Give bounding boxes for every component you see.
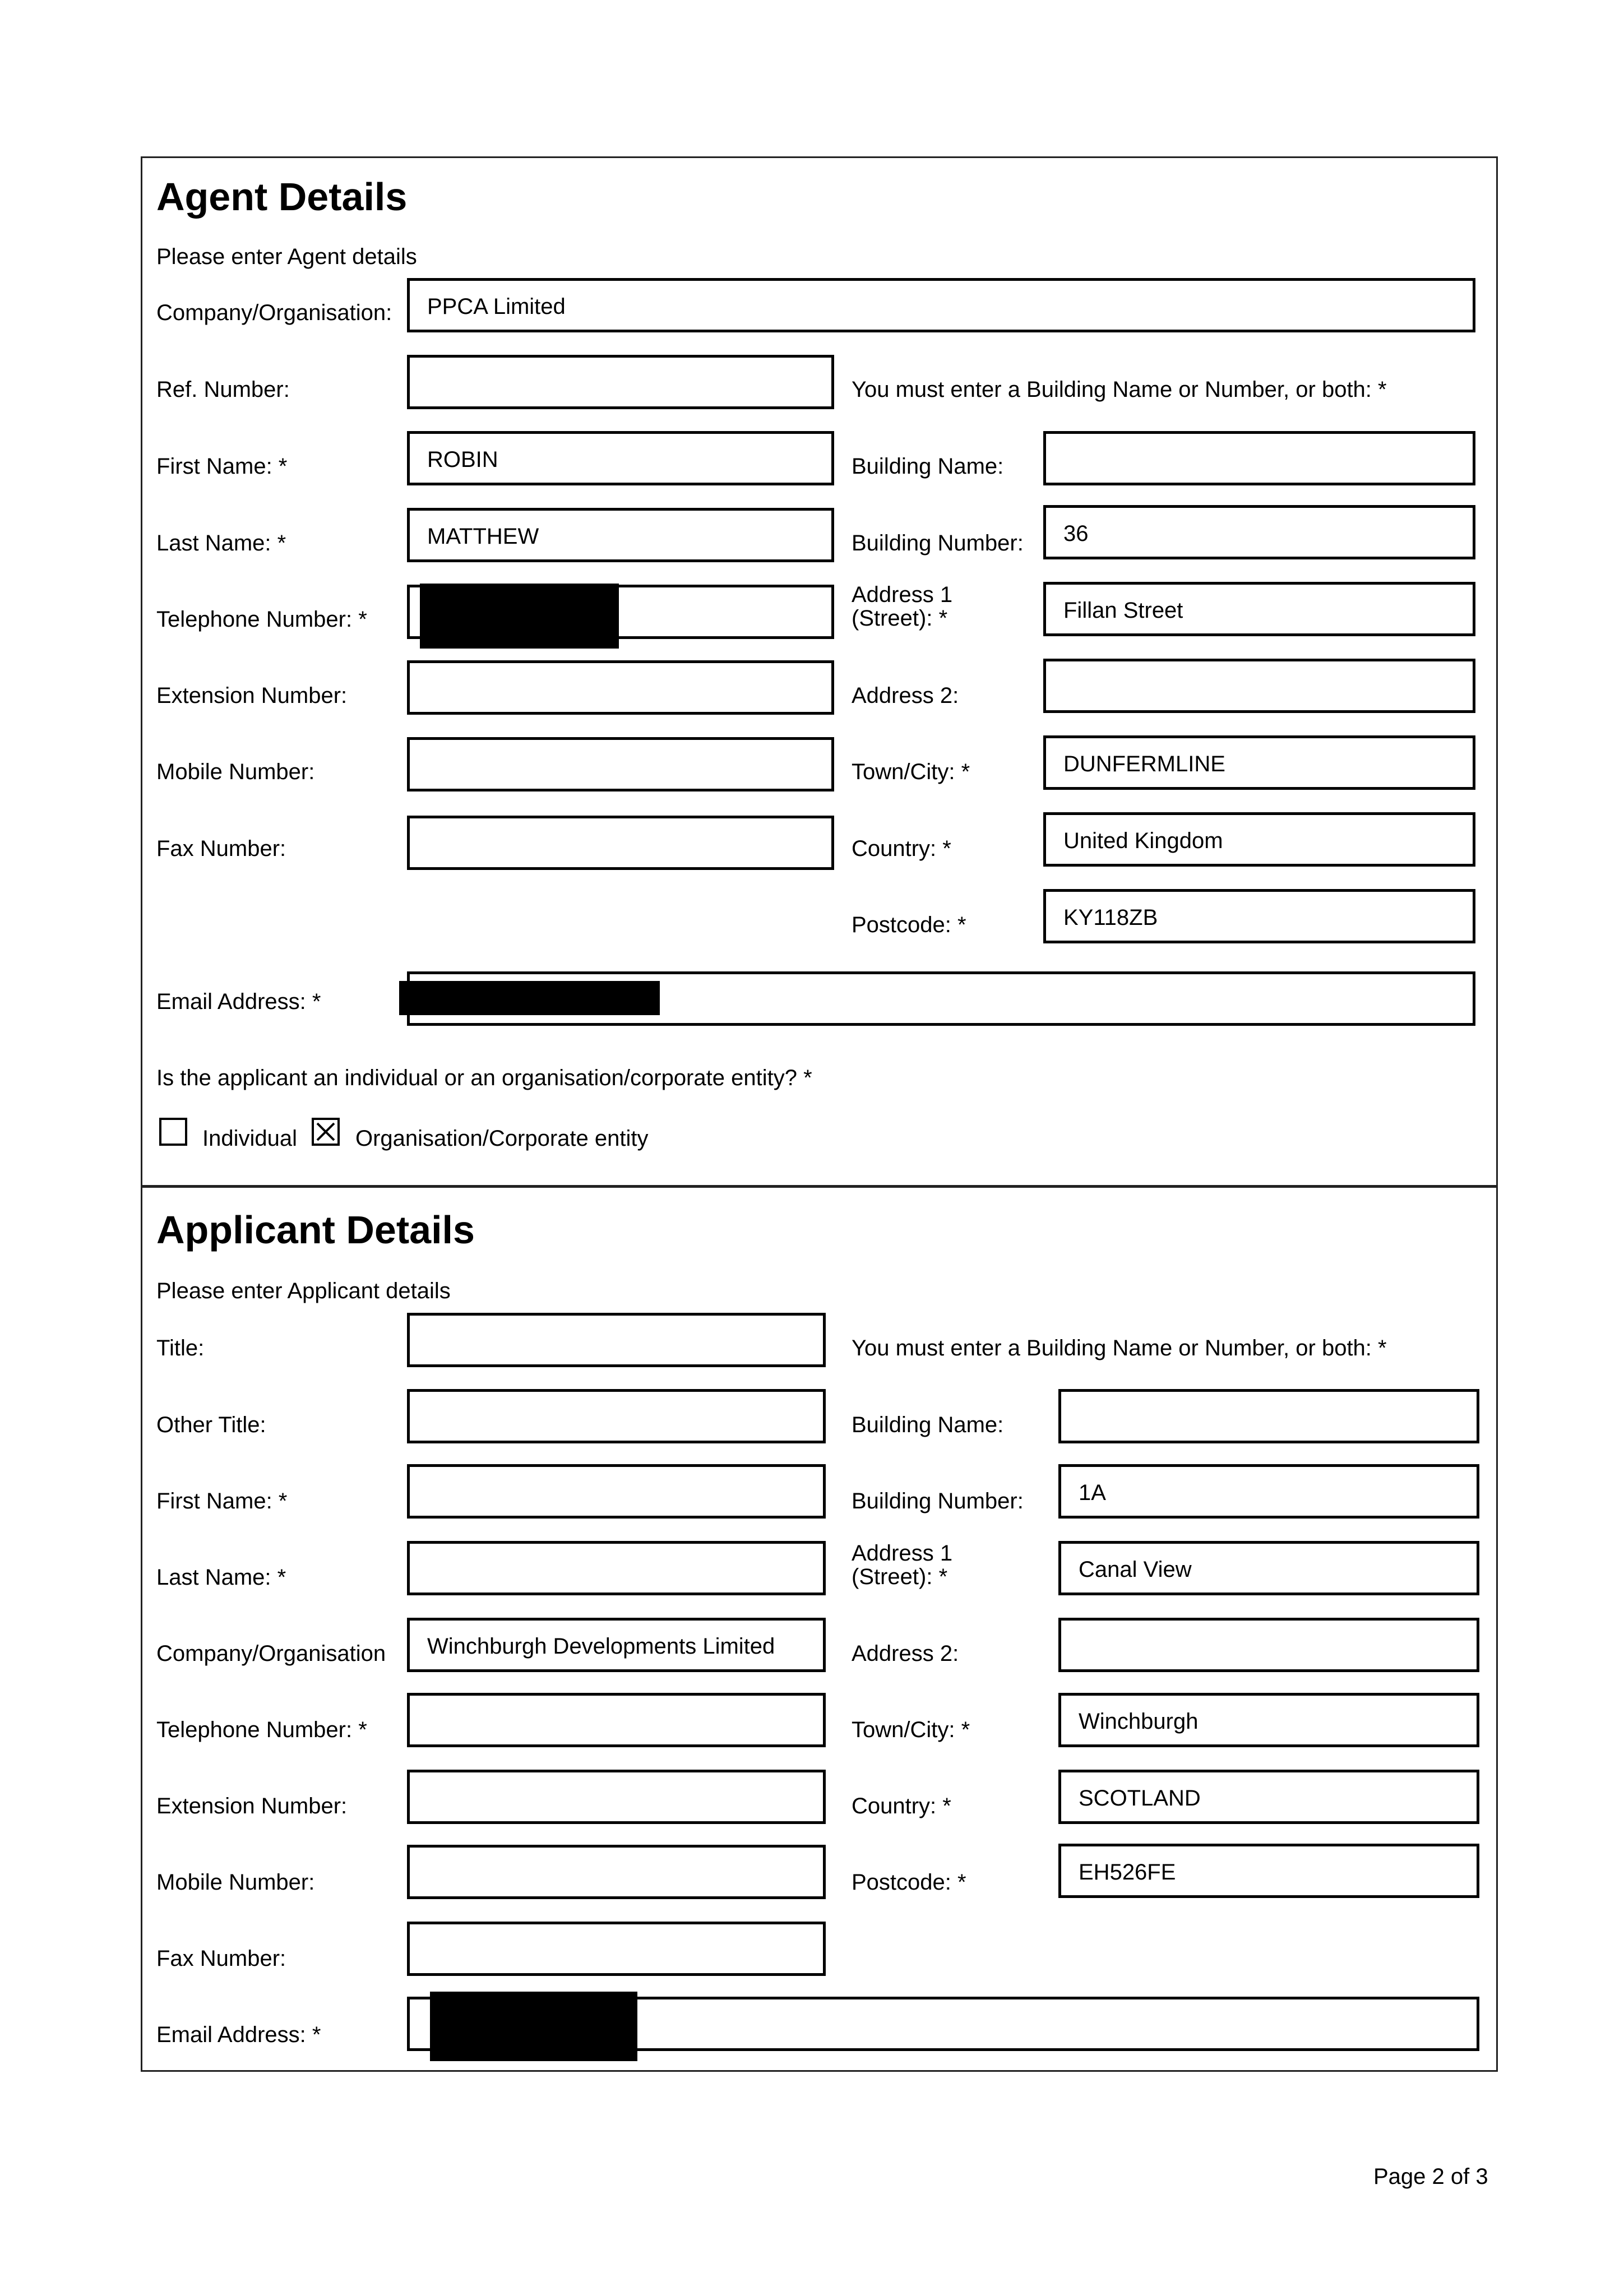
applicant-other-title-label: Other Title:: [156, 1413, 266, 1437]
agent-town-field[interactable]: DUNFERMLINE: [1043, 735, 1475, 790]
organisation-checkbox[interactable]: [312, 1118, 340, 1146]
checkbox-x-icon: [314, 1120, 337, 1144]
applicant-building-note: You must enter a Building Name or Number, or both: *: [852, 1336, 1387, 1360]
agent-town-label: Town/City: *: [852, 760, 970, 784]
applicant-postcode-label: Postcode: *: [852, 1870, 966, 1895]
applicant-fax-field[interactable]: [407, 1922, 826, 1976]
applicant-extension-field[interactable]: [407, 1770, 826, 1824]
applicant-building-number-field[interactable]: 1A: [1058, 1464, 1479, 1519]
agent-address2-label: Address 2:: [852, 683, 959, 708]
agent-building-number-field[interactable]: 36: [1043, 505, 1475, 559]
applicant-title-field[interactable]: [407, 1313, 826, 1367]
applicant-other-title-field[interactable]: [407, 1389, 826, 1443]
applicant-country-field[interactable]: SCOTLAND: [1058, 1770, 1479, 1824]
agent-last-name-label: Last Name: *: [156, 531, 286, 556]
agent-fax-label: Fax Number:: [156, 836, 286, 861]
agent-postcode-label: Postcode: *: [852, 913, 966, 937]
agent-building-note: You must enter a Building Name or Number, or both: *: [852, 377, 1387, 402]
applicant-first-name-field[interactable]: [407, 1464, 826, 1519]
agent-email-label: Email Address: *: [156, 989, 321, 1014]
agent-address1-label-line1: Address 1: [852, 582, 953, 607]
applicant-country-label: Country: *: [852, 1794, 951, 1818]
agent-extension-label: Extension Number:: [156, 683, 348, 708]
section-divider: [141, 1185, 1498, 1188]
agent-country-label: Country: *: [852, 836, 951, 861]
agent-company-field[interactable]: PPCA Limited: [407, 278, 1475, 332]
applicant-address2-field[interactable]: [1058, 1618, 1479, 1672]
applicant-mobile-label: Mobile Number:: [156, 1870, 315, 1895]
applicant-telephone-field[interactable]: [407, 1693, 826, 1747]
redaction-block: [420, 584, 619, 649]
applicant-company-label: Company/Organisation: [156, 1641, 386, 1666]
agent-country-field[interactable]: United Kingdom: [1043, 812, 1475, 867]
applicant-intro: Please enter Applicant details: [156, 1279, 451, 1303]
agent-building-number-label: Building Number:: [852, 531, 1024, 556]
applicant-address2-label: Address 2:: [852, 1641, 959, 1666]
agent-first-name-label: First Name: *: [156, 454, 288, 479]
individual-label: Individual: [202, 1126, 298, 1151]
agent-mobile-label: Mobile Number:: [156, 760, 315, 784]
agent-building-name-field[interactable]: [1043, 431, 1475, 485]
applicant-extension-label: Extension Number:: [156, 1794, 348, 1818]
applicant-type-question: Is the applicant an individual or an organisation/corporate entity? *: [156, 1066, 812, 1090]
organisation-label: Organisation/Corporate entity: [355, 1126, 649, 1151]
redaction-block: [399, 981, 660, 1015]
agent-intro: Please enter Agent details: [156, 244, 417, 269]
applicant-building-name-field[interactable]: [1058, 1389, 1479, 1443]
applicant-email-label: Email Address: *: [156, 2022, 321, 2047]
agent-address1-field[interactable]: Fillan Street: [1043, 582, 1475, 636]
applicant-building-number-label: Building Number:: [852, 1489, 1024, 1513]
agent-company-label: Company/Organisation:: [156, 300, 392, 325]
individual-checkbox[interactable]: [159, 1118, 187, 1146]
applicant-fax-label: Fax Number:: [156, 1946, 286, 1971]
applicant-building-name-label: Building Name:: [852, 1413, 1004, 1437]
agent-last-name-field[interactable]: MATTHEW: [407, 508, 834, 562]
applicant-town-field[interactable]: Winchburgh: [1058, 1693, 1479, 1747]
agent-heading: Agent Details: [156, 175, 408, 219]
applicant-title-label: Title:: [156, 1336, 205, 1360]
agent-extension-field[interactable]: [407, 660, 834, 715]
applicant-last-name-field[interactable]: [407, 1541, 826, 1595]
agent-building-name-label: Building Name:: [852, 454, 1004, 479]
applicant-heading: Applicant Details: [156, 1208, 475, 1252]
agent-fax-field[interactable]: [407, 816, 834, 870]
applicant-address1-field[interactable]: Canal View: [1058, 1541, 1479, 1595]
page-number: Page 2 of 3: [1373, 2164, 1488, 2189]
agent-ref-field[interactable]: [407, 355, 834, 409]
agent-address2-field[interactable]: [1043, 659, 1475, 713]
applicant-mobile-field[interactable]: [407, 1845, 826, 1899]
agent-first-name-field[interactable]: ROBIN: [407, 431, 834, 485]
applicant-address1-label-line1: Address 1: [852, 1541, 953, 1566]
agent-mobile-field[interactable]: [407, 737, 834, 791]
agent-telephone-label: Telephone Number: *: [156, 607, 367, 632]
applicant-address1-label-line2: (Street): *: [852, 1564, 948, 1589]
agent-postcode-field[interactable]: KY118ZB: [1043, 889, 1475, 943]
applicant-first-name-label: First Name: *: [156, 1489, 288, 1513]
applicant-last-name-label: Last Name: *: [156, 1565, 286, 1590]
applicant-company-field[interactable]: Winchburgh Developments Limited: [407, 1618, 826, 1672]
redaction-block: [430, 1992, 637, 2061]
agent-address1-label-line2: (Street): *: [852, 606, 948, 631]
applicant-postcode-field[interactable]: EH526FE: [1058, 1844, 1479, 1898]
applicant-town-label: Town/City: *: [852, 1718, 970, 1742]
applicant-telephone-label: Telephone Number: *: [156, 1718, 367, 1742]
agent-ref-label: Ref. Number:: [156, 377, 290, 402]
